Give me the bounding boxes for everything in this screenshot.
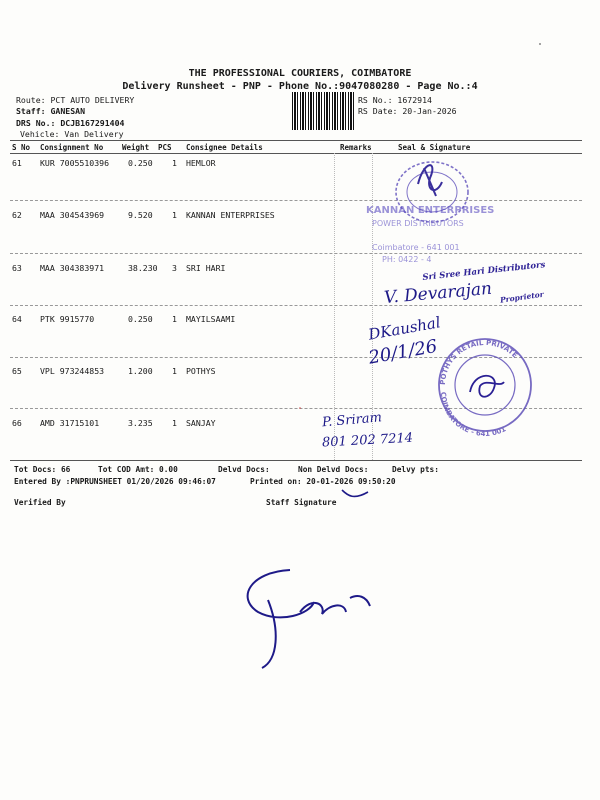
drs-number: DRS No.: DCJB167291404: [16, 118, 125, 128]
kannan-stamp: [366, 205, 494, 264]
row-pcs: 1: [172, 366, 177, 376]
row-sno: 61: [12, 158, 22, 168]
row-consignee: KANNAN ENTERPRISES: [186, 210, 275, 220]
row-consignee: POTHYS: [186, 366, 216, 376]
row-sno: 64: [12, 314, 22, 324]
rs-number: RS No.: 1672914: [358, 95, 432, 105]
col-remarks: Remarks: [340, 143, 372, 152]
row-weight: 3.235: [128, 418, 153, 428]
row-pcs: 1: [172, 314, 177, 324]
row-consignment: AMD 31715101: [40, 418, 100, 428]
row64-date: 20/1/26: [366, 335, 439, 369]
row-sno: 63: [12, 263, 22, 273]
row-weight: 0.250: [128, 158, 153, 168]
printed-on: Printed on: 20-01-2026 09:50:20: [250, 477, 396, 486]
sri-hari-stamp: Sri Sree Hari Distributors: [422, 260, 546, 283]
delivery-points: Delvy pts:: [392, 465, 439, 474]
verified-signature: [248, 570, 370, 668]
staff-label: Staff: GANESAN: [16, 106, 86, 116]
col-seal: Seal & Signature: [398, 143, 471, 152]
row-consignee: HEMLOR: [186, 158, 216, 168]
col-weight: Weight: [122, 143, 150, 152]
row-pcs: 1: [172, 210, 177, 220]
row-consignment: PTK 9915770: [40, 314, 95, 324]
row-weight: 38.230: [128, 263, 158, 273]
staff-signature-tick: [342, 490, 368, 496]
col-pcs: PCS: [158, 143, 172, 152]
delivered-docs: Delvd Docs:: [218, 465, 270, 474]
entered-by: Entered By :PNPRUNSHEET 01/20/2026 09:46:07: [14, 477, 216, 486]
pothys-stamp-top: POTHYS RETAIL PRIVATE: [438, 338, 519, 386]
proprietor-stamp: Proprietor: [499, 289, 545, 305]
scan-speck: [539, 43, 541, 45]
row-weight: 1.200: [128, 366, 153, 376]
kannan-stamp-line3: Coimbatore - 641 001: [372, 243, 460, 252]
row66-phone: 801 202 7214: [321, 430, 414, 451]
rs-date: RS Date: 20-Jan-2026: [358, 106, 457, 116]
row-consignment: KUR 7005510396: [40, 158, 110, 168]
row-sno: 65: [12, 366, 22, 376]
row-consignment: MAA 304543969: [40, 210, 105, 220]
svg-text:COIMBATORE - 641 001: [439, 392, 507, 438]
row66-name: P. Sriram: [321, 410, 383, 431]
staff-signature-label: Staff Signature: [266, 498, 337, 507]
row65-signature: [470, 376, 504, 397]
kannan-stamp-phone: PH: 0422 - 4: [382, 255, 432, 264]
col-consignment: Consignment No: [40, 143, 104, 152]
row64-signature: DKaushal: [366, 313, 442, 344]
col-sno: S No: [12, 143, 31, 152]
row-sno: 62: [12, 210, 22, 220]
row61-signature: [418, 165, 442, 196]
row-weight: 0.250: [128, 314, 153, 324]
total-docs: Tot Docs: 66: [14, 465, 71, 474]
pothys-stamp: [439, 339, 531, 438]
total-cod: Tot COD Amt: 0.00: [98, 465, 178, 474]
row63-signature: V. Devarajan: [383, 278, 493, 309]
non-delivered-docs: Non Delvd Docs:: [298, 465, 369, 474]
row-consignee: SRI HARI: [186, 263, 226, 273]
row-pcs: 1: [172, 158, 177, 168]
company-title: THE PROFESSIONAL COURIERS, COIMBATORE: [188, 68, 412, 79]
scan-speck: [299, 407, 301, 409]
row-consignment: MAA 304383971: [40, 263, 105, 273]
row-pcs: 1: [172, 418, 177, 428]
pothys-stamp-bottom: COIMBATORE - 641 001: [438, 391, 508, 439]
row-consignee: MAYILSAAMI: [186, 314, 236, 324]
row-weight: 9.520: [128, 210, 153, 220]
row-consignment: VPL 973244853: [40, 366, 105, 376]
row-consignee: SANJAY: [186, 418, 216, 428]
row-pcs: 3: [172, 263, 177, 273]
vehicle-label: Vehicle: Van Delivery: [20, 129, 124, 139]
route-label: Route: PCT AUTO DELIVERY: [16, 95, 135, 105]
runsheet-subtitle: Delivery Runsheet - PNP - Phone No.:9047080280 - Page No.:4: [122, 81, 478, 92]
col-consignee: Consignee Details: [186, 143, 263, 152]
kannan-stamp-line2: POWER DISTRIBUTORS: [372, 219, 464, 228]
row-sno: 66: [12, 418, 22, 428]
kannan-stamp-name: KANNAN ENTERPRISES: [366, 205, 495, 216]
verified-by: Verified By: [14, 498, 66, 507]
